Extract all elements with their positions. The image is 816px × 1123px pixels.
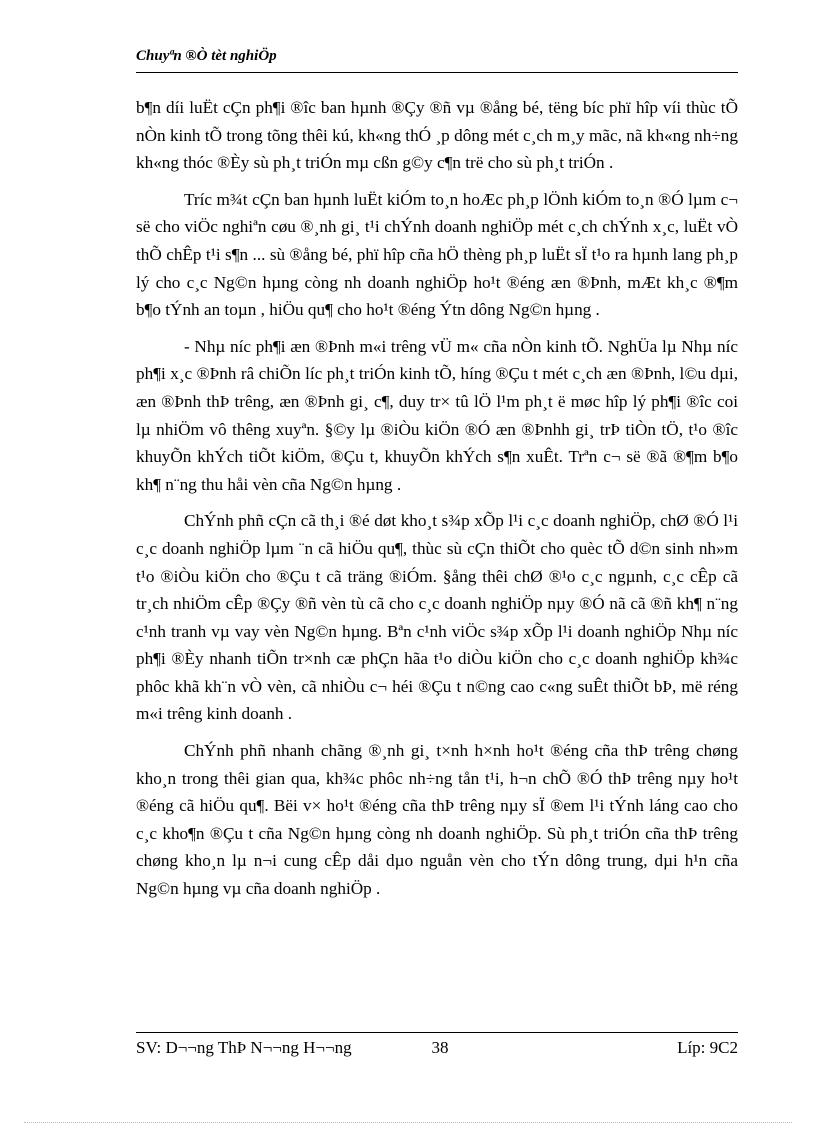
header-divider <box>136 72 738 73</box>
footer-student-name: SV: D¬¬ng ThÞ N¬¬ng H¬¬ng <box>136 1038 352 1057</box>
footer-divider <box>136 1032 738 1033</box>
document-body <box>136 94 738 903</box>
footer-page-number: 38 <box>431 1038 449 1057</box>
paragraph-1: b¶n díi luËt cÇn ph¶i ®îc ban hµnh ®Çy ®ñ vµ ®ång bé, tëng bíc phï hîp víi thùc tÕ nÒn kinh tÕ trong tõng thêi kú, kh«ng thÓ ¸p dông mét c¸ch m¸y mãc, nã kh«ng nh÷ng kh«ng thóc ®Èy sù ph¸t triÓn mµ cßn g©y c¶n trë cho sù ph¸t triÓn . <box>136 98 738 173</box>
paragraph-3: - Nhµ níc ph¶i æn ®Þnh m«i trêng vÜ m« cña nÒn kinh tÕ. NghÜa lµ Nhµ níc ph¶i x¸c ®Þnh râ chiÕn líc ph¸t triÓn kinh tÕ, híng ®Çu t mét c¸ch æn ®Þnh, l©u dµi, æn ®Þnh thÞ trêng, æn ®Þnh gi¸ c¶, duy tr× tû lÖ l¹m ph¸t ë møc hîp lý ph¶i ®îc coi lµ nhiÖm vô thêng xuyªn. §©y lµ ®iÒu kiÖn ®Ó æn ®Þnhh gi¸ trÞ tiÒn tÖ, t¹o ®îc khuyÕn khÝch tiÕt kiÖm, ®Çu t, khuyÕn khÝch s¶n xuÊt. Trªn c¬ së ®ã ®¶m b¶o kh¶ n¨ng thu håi vèn cña Ng©n hµng . <box>136 336 738 494</box>
footer-class-label: Líp: 9C2 <box>677 1038 738 1057</box>
document-header-title: Chuyªn ®Ò tèt nghiÖp <box>136 48 277 64</box>
page-footer <box>136 1038 738 1062</box>
paragraph-5: ChÝnh phñ nhanh chãng ®¸nh gi¸ t×nh h×nh ho¹t ®éng cña thÞ trêng chøng kho¸n trong thêi gian qua, kh¾c phôc nh÷ng tån t¹i, h¬n chÕ ®Ó thÞ trêng nµy ho¹t ®éng cã hiÖu qu¶. Bëi v× ho¹t ®éng cña thÞ trêng nµy sÏ ®em l¹i tÝnh láng cao cho c¸c kho¶n ®Çu t cña Ng©n hµng còng nh doanh nghiÖp. Sù ph¸t triÓn cña thÞ trêng chøng kho¸n lµ n¬i cung cÊp dåi dµo nguån vèn cho tÝn dông trung, dµi h¹n cña Ng©n hµng vµ cña doanh nghiÖp . <box>136 741 738 899</box>
paragraph-2: Tríc m¾t cÇn ban hµnh luËt kiÓm to¸n hoÆc ph¸p lÖnh kiÓm to¸n ®Ó lµm c¬ së cho viÖc nghiªn cøu ®¸nh gi¸ t¹i chÝnh doanh nghiÖp mét c¸ch chÝnh x¸c, luËt vÒ thÕ chÊp t¹i s¶n ... sù ®ång bé, phï hîp cña hÖ thèng ph¸p luËt sÏ t¹o ra hµnh lang ph¸p lý cho c¸c Ng©n hµng còng nh doanh nghiÖp ho¹t ®éng æn ®Þnh, mÆt kh¸c ®¶m b¶o tÝnh an toµn , hiÖu qu¶ cho ho¹t ®éng Ýtn dông Ng©n hµng . <box>136 189 738 320</box>
paragraph-4: ChÝnh phñ cÇn cã th¸i ®é døt kho¸t s¾p xÕp l¹i c¸c doanh nghiÖp, chØ ®Ó l¹i c¸c doanh nghiÖp lµm ¨n cã hiÖu qu¶, thùc sù cÇn thiÕt cho quèc tÕ d©n sinh nh»m t¹o ®iÒu kiÖn cho ®Çu t cã träng ®iÓm. §ång thêi chØ ®¹o c¸c ngµnh, c¸c cÊp cã tr¸ch nhiÖm cÊp ®Çy ®ñ vèn tù cã cho c¸c doanh nghiÖp nµy ®Ó nã cã ®ñ kh¶ n¨ng c¹nh tranh vµ vay vèn Ng©n hµng. Bªn c¹nh viÖc s¾p xÕp l¹i doanh nghiÖp Nhµ níc ph¶i ®Èy nhanh tiÕn tr×nh cæ phÇn hãa t¹o diÒu kiÖn cho c¸c doanh nghiÖp kh¾c phôc khã kh¨n vÒ vèn, cã nhiÒu c¬ héi ®Çu t n©ng cao c«ng suÊt thiÕt bÞ, më réng m«i trêng kinh doanh . <box>136 511 738 724</box>
